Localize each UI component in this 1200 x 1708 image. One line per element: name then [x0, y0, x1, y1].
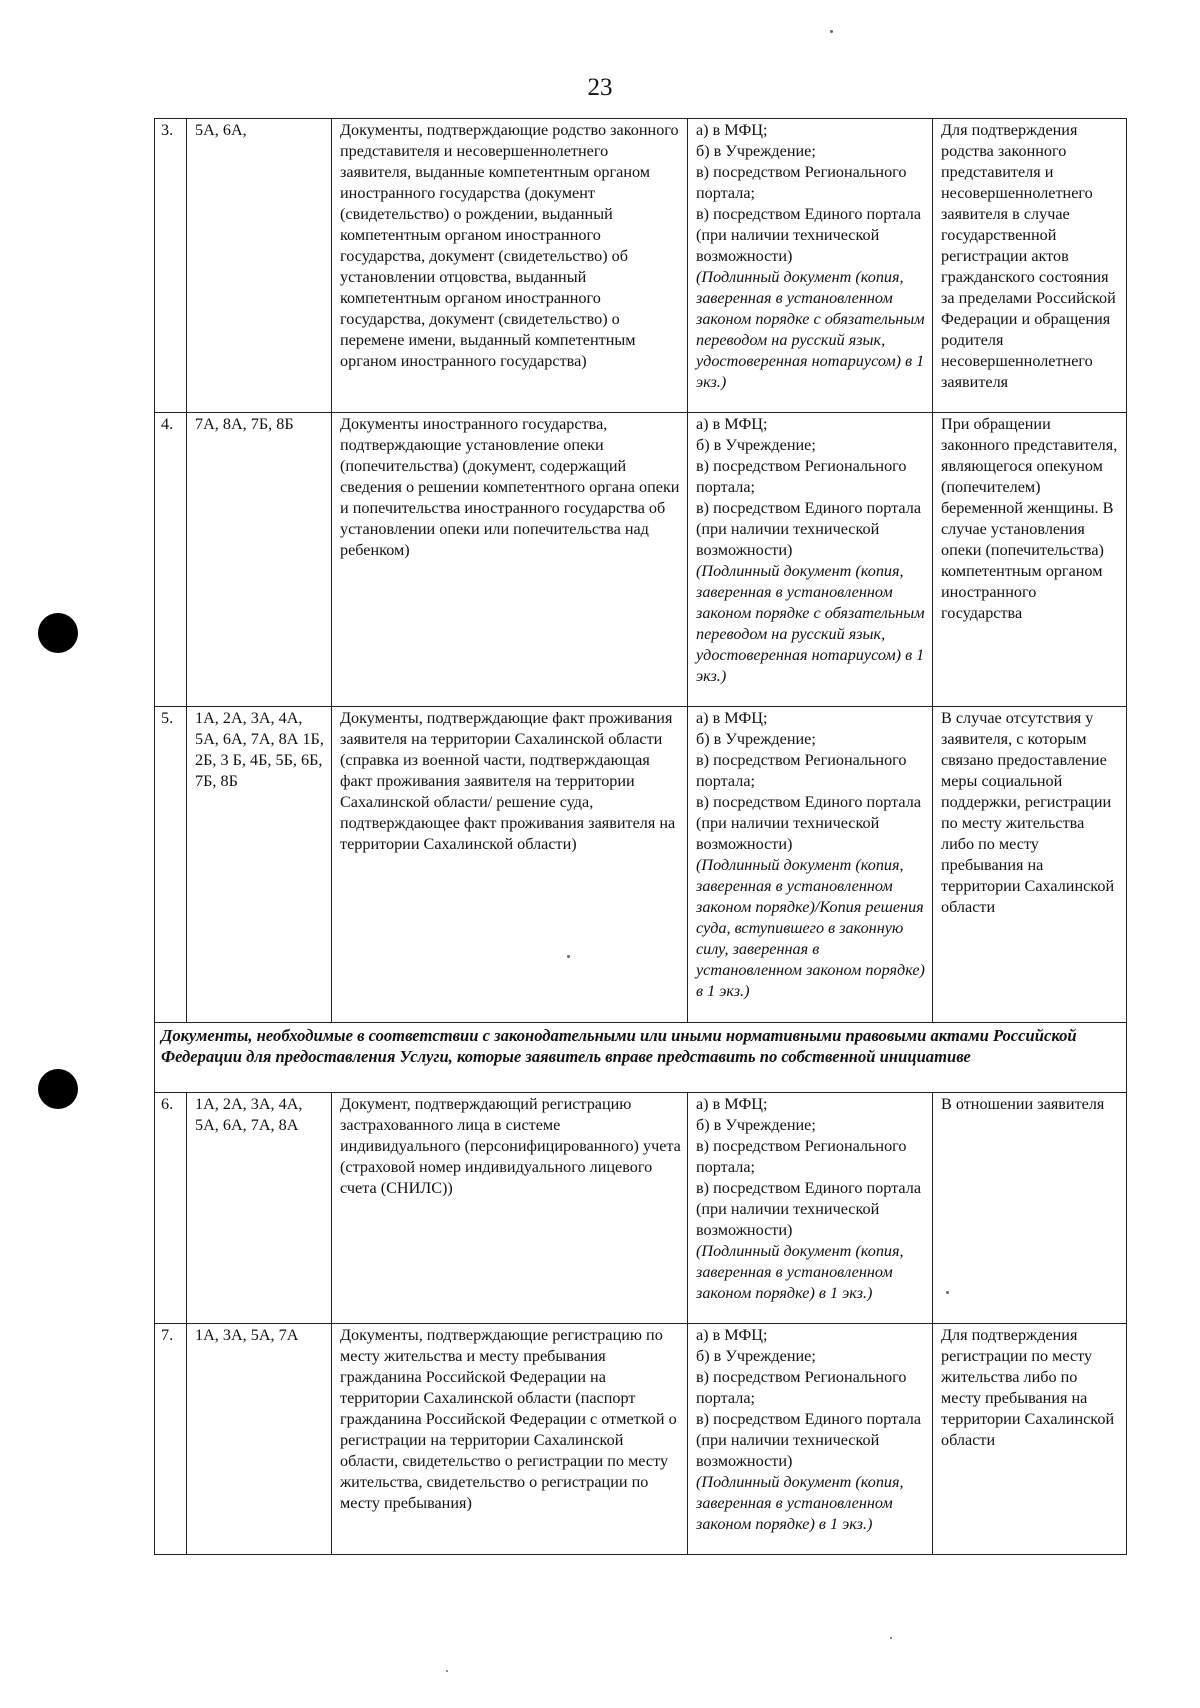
submission-methods — [688, 119, 933, 413]
punch-hole — [38, 1069, 78, 1109]
table-row — [155, 1324, 1127, 1555]
scan-speck — [446, 1670, 448, 1672]
row-number: 7. — [155, 1324, 187, 1555]
scan-speck — [890, 1637, 892, 1639]
row-number: 5. — [155, 707, 187, 1023]
condition-note: В отношении заявителя — [933, 1093, 1127, 1324]
section-row — [155, 1023, 1127, 1093]
punch-hole — [38, 613, 78, 653]
table-row — [155, 707, 1127, 1023]
scan-speck — [830, 30, 833, 33]
applicant-codes: 1А, 2А, 3А, 4А, 5А, 6А, 7А, 8А 1Б, 2Б, 3 Б, 4Б, 5Б, 6Б, 7Б, 8Б — [187, 707, 332, 1023]
submission-methods — [688, 413, 933, 707]
condition-note: В случае отсутствия у заявителя, с которым связано предоставление меры социальной поддержки, регистрации по месту жительства либо по месту пребывания на территории Сахалинской области — [933, 707, 1127, 1023]
document-description: Документы, подтверждающие факт проживания заявителя на территории Сахалинской области (справка из военной части, подтверждающая факт проживания заявителя на территории Сахалинской области/ решение суда, подтверждающее факт проживания заявителя на территории Сахалинской области) — [332, 707, 688, 1023]
document-description: Документы, подтверждающие регистрацию по месту жительства и месту пребывания гражданина Российской Федерации на территории Сахалинской области (паспорт гражданина Российской Федерации с отметкой о регистрации на территории Сахалинской области, свидетельство о регистрации по месту жительства, свидетельство о регистрации по месту пребывания) — [332, 1324, 688, 1555]
submission-note: (Подлинный документ (копия, заверенная в установленном законом порядке с обязательным переводом на русский язык, удостоверенная нотариусом) в 1 экз.) — [696, 562, 925, 685]
documents-table — [154, 118, 1127, 1555]
submission-note: (Подлинный документ (копия, заверенная в установленном законом порядке) в 1 экз.) — [696, 1242, 904, 1302]
row-number: 6. — [155, 1093, 187, 1324]
table-row — [155, 1093, 1127, 1324]
row-number: 4. — [155, 413, 187, 707]
table-row — [155, 119, 1127, 413]
submission-note: (Подлинный документ (копия, заверенная в установленном законом порядке)/Копия решения суда, вступившего в законную силу, заверенная в установленном законом порядке) в 1 экз.) — [696, 856, 925, 1000]
submission-list: а) в МФЦ; б) в Учреждение; в) посредством Регионального портала; в) посредством Единого портала (при наличии технической возможности) — [696, 121, 922, 265]
applicant-codes: 5А, 6А, — [187, 119, 332, 413]
submission-methods — [688, 1324, 933, 1555]
condition-note: При обращении законного представителя, являющегося опекуном (попечителем) беременной женщины. В случае установления опеки (попечительства) компетентным органом иностранного государства — [933, 413, 1127, 707]
condition-note: Для подтверждения родства законного представителя и несовершеннолетнего заявителя в случае государственной регистрации актов гражданского состояния за пределами Российской Федерации и обращения родителя несовершеннолетнего заявителя — [933, 119, 1127, 413]
scan-speck — [946, 1291, 949, 1294]
submission-list: а) в МФЦ; б) в Учреждение; в) посредством Регионального портала; в) посредством Единого портала (при наличии технической возможности) — [696, 1095, 922, 1239]
applicant-codes: 7А, 8А, 7Б, 8Б — [187, 413, 332, 707]
submission-note: (Подлинный документ (копия, заверенная в установленном законом порядке) в 1 экз.) — [696, 1473, 904, 1533]
row-number: 3. — [155, 119, 187, 413]
applicant-codes: 1А, 2А, 3А, 4А, 5А, 6А, 7А, 8А — [187, 1093, 332, 1324]
table-row — [155, 413, 1127, 707]
submission-note: (Подлинный документ (копия, заверенная в установленном законом порядке с обязательным переводом на русский язык, удостоверенная нотариусом) в 1 экз.) — [696, 268, 925, 391]
page-number: 23 — [587, 74, 613, 101]
document-description: Документы, подтверждающие родство законного представителя и несовершеннолетнего заявителя, выданные компетентным органом иностранного государства (документ (свидетельство) о рождении, выданный компетентным органом иностранного государства, документ (свидетельство) об установлении отцовства, выданный компетентным органом иностранного государства, документ (свидетельство) о перемене имени, выданный компетентным органом иностранного государства) — [332, 119, 688, 413]
submission-list: а) в МФЦ; б) в Учреждение; в) посредством Регионального портала; в) посредством Единого портала (при наличии технической возможности) — [696, 709, 922, 853]
submission-methods — [688, 707, 933, 1023]
scan-speck — [567, 955, 570, 958]
section-heading: Документы, необходимые в соответствии с законодательными или иными нормативными правовыми актами Российской Федерации для предоставления Услуги, которые заявитель вправе представить по собственной инициативе — [155, 1023, 1127, 1093]
submission-methods — [688, 1093, 933, 1324]
condition-note: Для подтверждения регистрации по месту жительства либо по месту пребывания на территории Сахалинской области — [933, 1324, 1127, 1555]
document-description: Документы иностранного государства, подтверждающие установление опеки (попечительства) (документ, содержащий сведения о решении компетентного органа опеки и попечительства иностранного государства об установлении опеки или попечительства над ребенком) — [332, 413, 688, 707]
submission-list: а) в МФЦ; б) в Учреждение; в) посредством Регионального портала; в) посредством Единого портала (при наличии технической возможности) — [696, 1326, 922, 1470]
document-description: Документ, подтверждающий регистрацию застрахованного лица в системе индивидуального (персонифицированного) учета (страховой номер индивидуального лицевого счета (СНИЛС)) — [332, 1093, 688, 1324]
submission-list: а) в МФЦ; б) в Учреждение; в) посредством Регионального портала; в) посредством Единого портала (при наличии технической возможности) — [696, 415, 922, 559]
applicant-codes: 1А, 3А, 5А, 7А — [187, 1324, 332, 1555]
